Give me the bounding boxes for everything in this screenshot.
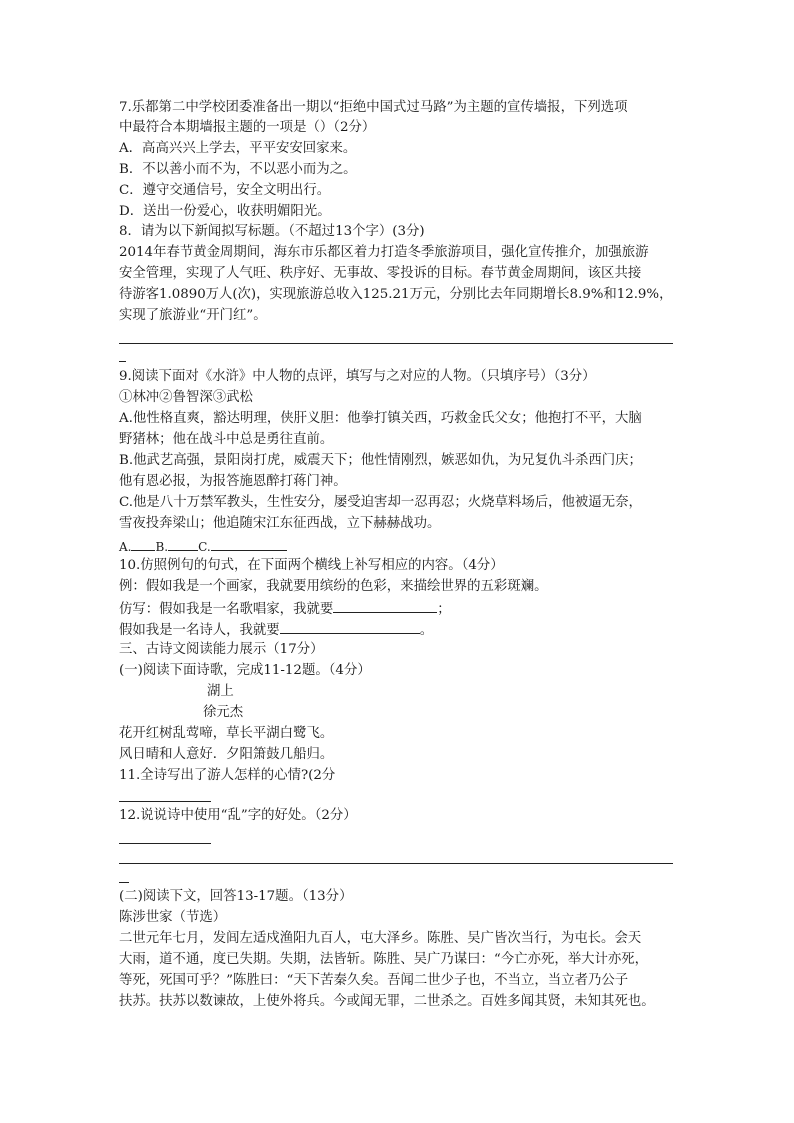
- q7-stem-line-2: 中最符合本期墙报主题的一项是（）（2分）: [119, 120, 376, 135]
- poem-line-1: 花开红树乱莺啼，草长平湖白鹭飞。: [119, 726, 334, 741]
- q10-imitate-1-text: 仿写：假如我是一名歌唱家，我就要: [119, 602, 334, 617]
- poem-author: 徐元杰: [203, 705, 244, 720]
- q10-imitate-2: [119, 619, 433, 641]
- q10-imitate-1-end: ；: [437, 602, 451, 617]
- q8-answer-line[interactable]: [119, 343, 673, 344]
- q9-comment-b-line-1: B.他武艺高强，景阳岗打虎，威震天下；他性情刚烈，嫉恶如仇，为兄复仇斗杀西门庆；: [119, 453, 642, 468]
- q9-comment-b-line-2: 他有恩必报，为报答施恩醉打蒋门神。: [119, 474, 347, 489]
- poem-line-2: 风日晴和人意好．夕阳箫鼓几船归。: [119, 747, 334, 762]
- q8-answer-line-tail: [119, 361, 126, 362]
- q9-comment-c-line-1: C.他是八十万禁军教头，生性安分，屡受迫害却一忍再忍；火烧草料场后，他被逼无奈，: [119, 495, 642, 510]
- q9-comment-a-line-1: A.他性格直爽，豁达明理，侠肝义胆：他拳打镇关西，巧救金氏父女；他抱打不平，大脑: [119, 411, 642, 426]
- q12-answer-rule[interactable]: [119, 863, 673, 864]
- q8-news-line-4: 实现了旅游业“开门红”。: [119, 308, 267, 323]
- q8-news-line-1: 2014年春节黄金周期间，海东市乐都区着力打造冬季旅游项目，强化宣传推介，加强旅游: [119, 245, 649, 260]
- q7-option-a: A．高高兴兴上学去，平平安安回家来。: [119, 141, 357, 156]
- q7-stem-line-1: 7.乐都第二中学校团委准备出一期以“拒绝中国式过马路”为主题的宣传墙报，下列选项: [119, 100, 628, 115]
- q9-answer-a-label: A.: [119, 540, 132, 554]
- prose-line-1: 二世元年七月，发闾左适戍渔阳九百人，屯大泽乡。陈胜、吴广皆次当行，为屯长。会天: [119, 931, 642, 946]
- q9-answer-c-label: C.: [198, 540, 211, 554]
- q9-prompt: 9.阅读下面对《水浒》中人物的点评，填写与之对应的人物。（只填序号）（3分）: [119, 369, 596, 384]
- q9-people-list: ①林冲②鲁智深③武松: [119, 390, 253, 405]
- q9-answer-a-blank[interactable]: [131, 536, 155, 551]
- prose-line-2: 大雨，道不通，度已失期。失期，法皆斩。陈胜、吴广乃谋曰：“今亡亦死，举大计亦死，: [119, 952, 649, 967]
- prose-line-3: 等死，死国可乎？”陈胜曰：“天下苦秦久矣。吾闻二世少子也，不当立，当立者乃公子: [119, 973, 629, 988]
- q10-imitate-1-blank[interactable]: [333, 598, 437, 613]
- q8-news-line-2: 安全管理，实现了人气旺、秩序好、无事故、零投诉的目标。春节黄金周期间，该区共接: [119, 266, 642, 281]
- q8-prompt: 8．请为以下新闻拟写标题。（不超过13个字）(3分): [119, 224, 425, 239]
- q8-news-line-3: 待游客1.0890万人(次)，实现旅游总收入125.21万元，分别比去年同期增长8.9%和12.9%，: [119, 287, 673, 302]
- q7-option-b: B．不以善小而不为，不以恶小而为之。: [119, 162, 357, 177]
- q10-prompt: 10.仿照例句的句式，在下面两个横线上补写相应的内容。（4分）: [119, 558, 504, 573]
- q9-answer-b-label: B.: [155, 540, 169, 554]
- q10-imitate-2-blank[interactable]: [280, 619, 420, 634]
- q12-answer-line[interactable]: [119, 843, 211, 844]
- q9-comment-a-line-2: 野猪林；他在战斗中总是勇往直前。: [119, 432, 334, 447]
- poem-title: 湖上: [207, 684, 234, 699]
- q9-answer-row: [119, 536, 287, 557]
- q11-prompt: 11.全诗写出了游人怎样的心情?(2分: [119, 768, 336, 783]
- q7-option-d: D．送出一份爱心，收获明媚阳光。: [119, 204, 331, 219]
- q9-answer-b-blank[interactable]: [168, 536, 198, 551]
- q9-answer-c-blank[interactable]: [211, 536, 287, 551]
- prose-section-heading: (二)阅读下文，回答13-17题。（13分）: [119, 889, 353, 904]
- q10-example: 例：假如我是一个画家，我就要用缤纷的色彩，来描绘世界的五彩斑斓。: [119, 579, 548, 594]
- q11-answer-line[interactable]: [119, 801, 211, 802]
- q9-comment-c-line-2: 雪夜投奔梁山；他追随宋江东征西战，立下赫赫战功。: [119, 516, 441, 531]
- q12-prompt: 12.说说诗中使用“乱”字的好处。（2分）: [119, 808, 357, 823]
- q10-imitate-1: [119, 598, 451, 620]
- q7-option-c: C．遵守交通信号，安全文明出行。: [119, 183, 331, 198]
- prose-line-4: 扶苏。扶苏以数谏故，上使外将兵。今或闻无罪，二世杀之。百姓多闻其贤，未知其死也。: [119, 994, 655, 1009]
- prose-title: 陈涉世家（节选）: [119, 910, 227, 925]
- q10-imitate-2-end: 。: [419, 623, 434, 638]
- q10-imitate-2-text: 假如我是一名诗人，我就要: [119, 623, 280, 638]
- poem-section-heading: (一)阅读下面诗歌，完成11-12题。（4分）: [119, 663, 371, 678]
- section-3-heading: 三、古诗文阅读能力展示（17分）: [119, 642, 324, 657]
- q12-answer-rule-tail: [119, 882, 129, 883]
